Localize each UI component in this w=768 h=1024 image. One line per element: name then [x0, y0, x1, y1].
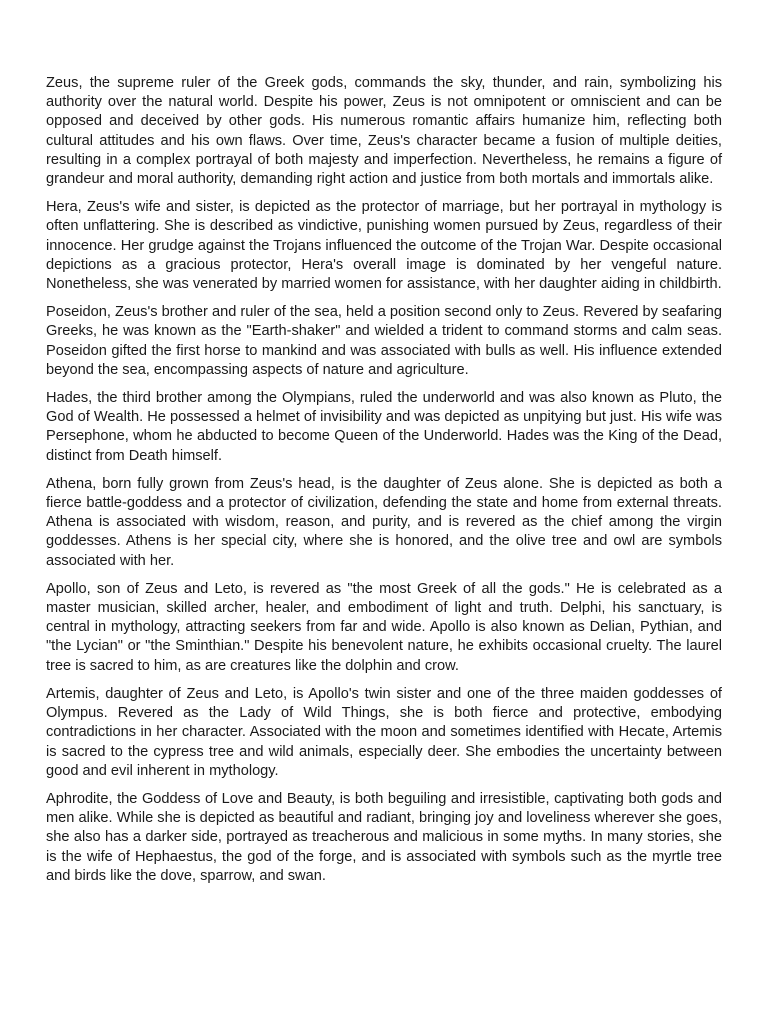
- paragraph-athena: Athena, born fully grown from Zeus's head, is the daughter of Zeus alone. She is depicted as both a fierce battle-goddess and a protector of civilization, defending the state and home from external threats. Athena is associated with wisdom, reason, and purity, and is revered as the chief among the virgin goddesses. Athens is her special city, where she is honored, and the olive tree and owl are symbols associated with her.: [46, 475, 722, 569]
- paragraph-apollo: Apollo, son of Zeus and Leto, is revered as "the most Greek of all the gods." He is celebrated as a master musician, skilled archer, healer, and embodiment of light and truth. Delphi, his sanctuary, is central in mythology, attracting seekers from far and wide. Apollo is also known as Delian, Pythian, and "the Lycian" or "the Sminthian." Despite his benevolent nature, he exhibits occasional cruelty. The laurel tree is sacred to him, as are creatures like the dolphin and crow.: [46, 580, 722, 674]
- document-body: [46, 74, 722, 895]
- paragraph-artemis: Artemis, daughter of Zeus and Leto, is Apollo's twin sister and one of the three maiden goddesses of Olympus. Revered as the Lady of Wild Things, she is both fierce and protective, embodying contradictions in her character. Associated with the moon and sometimes identified with Hecate, Artemis is sacred to the cypress tree and wild animals, especially deer. She embodies the uncertainty between good and evil inherent in mythology.: [46, 685, 722, 779]
- paragraph-zeus: Zeus, the supreme ruler of the Greek gods, commands the sky, thunder, and rain, symbolizing his authority over the natural world. Despite his power, Zeus is not omnipotent or omniscient and can be opposed and deceived by other gods. His numerous romantic affairs humanize him, reflecting both cultural attitudes and his own flaws. Over time, Zeus's character became a fusion of multiple deities, resulting in a complex portrayal of both majesty and imperfection. Nevertheless, he remains a figure of grandeur and moral authority, demanding right action and justice from both mortals and immortals alike.: [46, 75, 722, 188]
- paragraph-hades: Hades, the third brother among the Olympians, ruled the underworld and was also known as Pluto, the God of Wealth. He possessed a helmet of invisibility and was depicted as unpitying but just. His wife was Persephone, whom he abducted to become Queen of the Underworld. Hades was the King of the Dead, distinct from Death himself.: [46, 390, 722, 464]
- paragraph-hera: Hera, Zeus's wife and sister, is depicted as the protector of marriage, but her portrayal in mythology is often unflattering. She is described as vindictive, punishing women pursued by Zeus, regardless of their innocence. Her grudge against the Trojans influenced the outcome of the Trojan War. Despite occasional depictions as a gracious protector, Hera's overall image is dominated by her vengeful nature. Nonetheless, she was venerated by married women for assistance, with her daughter aiding in childbirth.: [46, 199, 722, 293]
- paragraph-poseidon: Poseidon, Zeus's brother and ruler of the sea, held a position second only to Zeus. Revered by seafaring Greeks, he was known as the "Earth-shaker" and wielded a trident to command storms and calm seas. Poseidon gifted the first horse to mankind and was associated with bulls as well. His influence extended beyond the sea, encompassing aspects of nature and agriculture.: [46, 304, 722, 378]
- paragraph-aphrodite: Aphrodite, the Goddess of Love and Beauty, is both beguiling and irresistible, captivating both gods and men alike. While she is depicted as beautiful and radiant, bringing joy and loveliness wherever she goes, she also has a darker side, portrayed as treacherous and malicious in some myths. In many stories, she is the wife of Hephaestus, the god of the forge, and is associated with symbols such as the myrtle tree and birds like the dove, sparrow, and swan.: [46, 790, 722, 884]
